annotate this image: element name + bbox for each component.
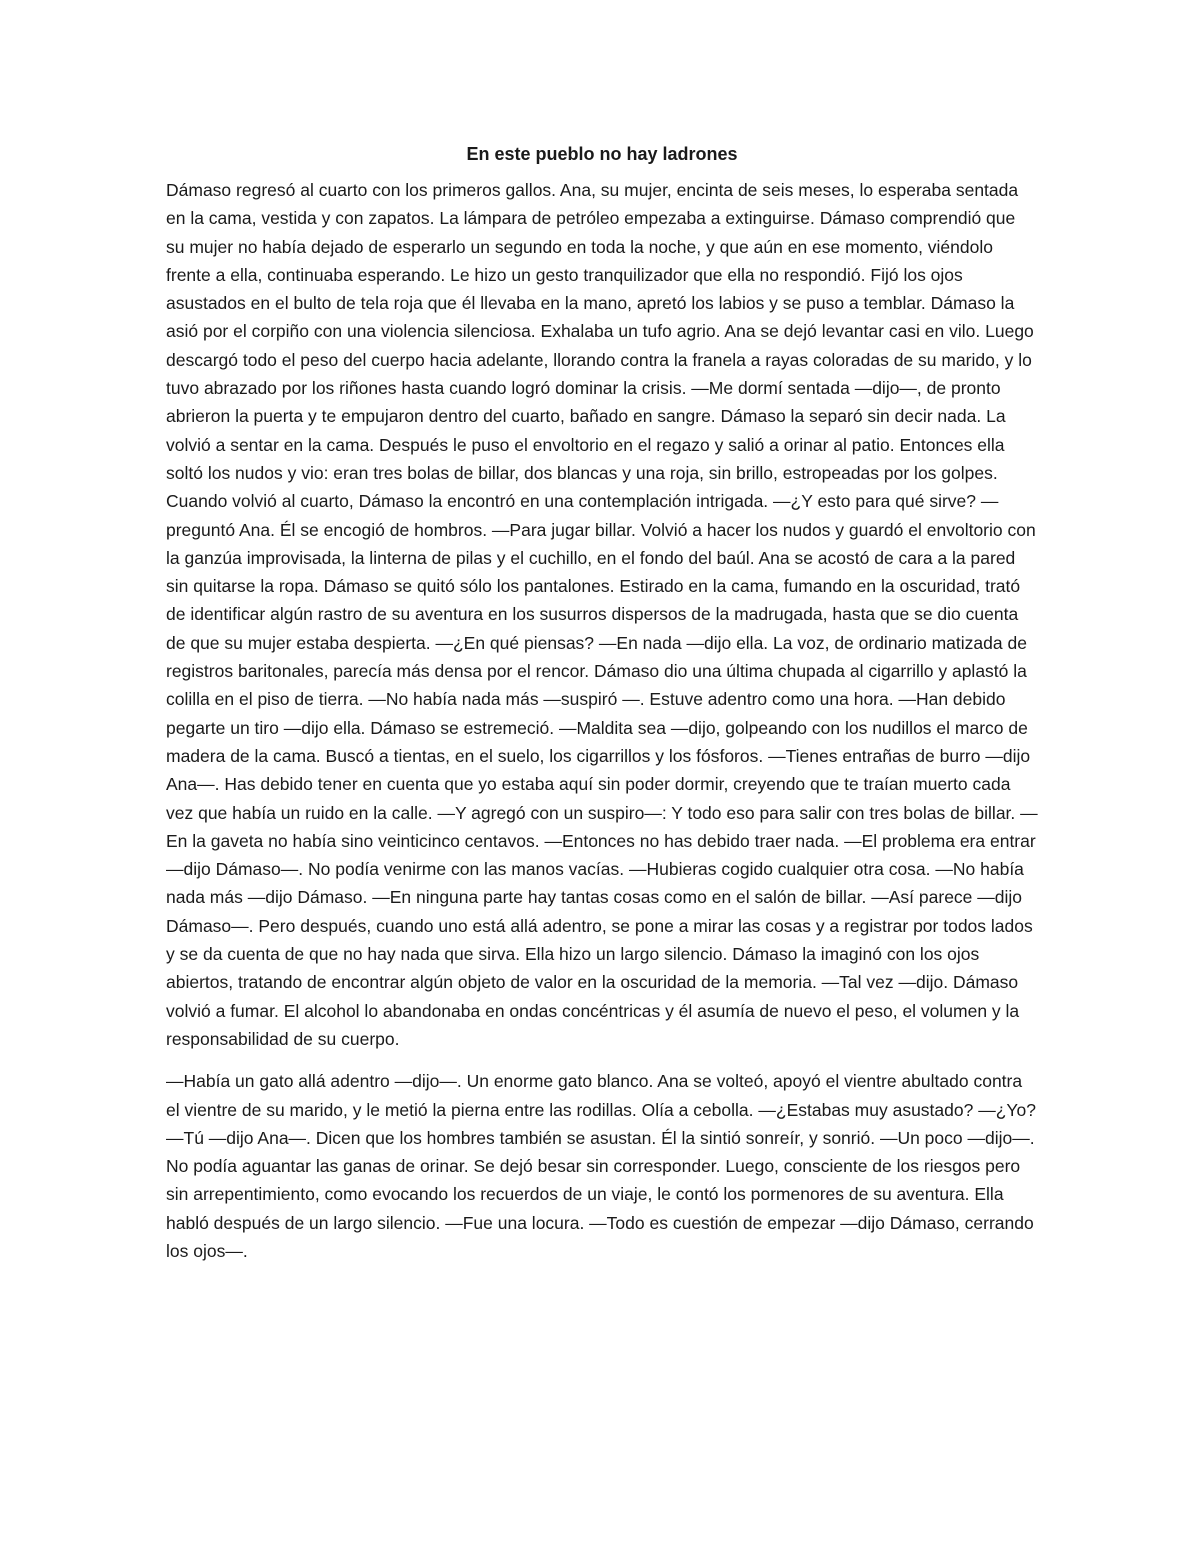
document-body — [166, 138, 1038, 1265]
paragraph-2: —Había un gato allá adentro —dijo—. Un enorme gato blanco. Ana se volteó, apoyó el vientre abultado contra el vientre de su marido, y le metió la pierna entre las rodillas. Olía a cebolla. —¿Estabas muy asustado? —¿Yo? —Tú —dijo Ana—. Dicen que los hombres también se asustan. Él la sintió sonreír, y sonrió. —Un poco —dijo—. No podía aguantar las ganas de orinar. Se dejó besar sin corresponder. Luego, consciente de los riesgos pero sin arrepentimiento, como evocando los recuerdos de un viaje, le contó los pormenores de su aventura. Ella habló después de un largo silencio. —Fue una locura. —Todo es cuestión de empezar —dijo Dámaso, cerrando los ojos—. — [166, 1071, 1036, 1261]
document-title: En este pueblo no hay ladrones — [466, 144, 738, 164]
paragraph-1: Dámaso regresó al cuarto con los primeros gallos. Ana, su mujer, encinta de seis meses, lo esperaba sentada en la cama, vestida y con zapatos. La lámpara de petróleo empezaba a extinguirse. Dámaso comprendió que su mujer no había dejado de esperarlo un segundo en toda la noche, y que aún en ese momento, viéndolo frente a ella, continuaba esperando. Le hizo un gesto tranquilizador que ella no respondió. Fijó los ojos asustados en el bulto de tela roja que él llevaba en la mano, apretó los labios y se puso a temblar. Dámaso la asió por el corpiño con una violencia silenciosa. Exhalaba un tufo agrio. Ana se dejó levantar casi en vilo. Luego descargó todo el peso del cuerpo hacia adelante, llorando contra la franela a rayas coloradas de su marido, y lo tuvo abrazado por los riñones hasta cuando logró dominar la crisis. —Me dormí sentada —dijo—, de pronto abrieron la puerta y te empujaron dentro del cuarto, bañado en sangre. Dámaso la separó sin decir nada. La volvió a sentar en la cama. Después le puso el envoltorio en el regazo y salió a orinar al patio. Entonces ella soltó los nudos y vio: eran tres bolas de billar, dos blancas y una roja, sin brillo, estropeadas por los golpes. Cuando volvió al cuarto, Dámaso la encontró en una contemplación intrigada. —¿Y esto para qué sirve? —preguntó Ana. Él se encogió de hombros. —Para jugar billar. Volvió a hacer los nudos y guardó el envoltorio con la ganzúa improvisada, la linterna de pilas y el cuchillo, en el fondo del baúl. Ana se acostó de cara a la pared sin quitarse la ropa. Dámaso se quitó sólo los pantalones. Estirado en la cama, fumando en la oscuridad, trató de identificar algún rastro de su aventura en los susurros dispersos de la madrugada, hasta que se dio cuenta de que su mujer estaba despierta. —¿En qué piensas? —En nada —dijo ella. La voz, de ordinario matizada de registros baritonales, parecía más densa por el rencor. Dámaso dio una última chupada al cigarrillo y aplastó la colilla en el piso de tierra. —No había nada más —suspiró —. Estuve adentro como una hora. —Han debido pegarte un tiro —dijo ella. Dámaso se estremeció. —Maldita sea —dijo, golpeando con los nudillos el marco de madera de la cama. Buscó a tientas, en el suelo, los cigarrillos y los fósforos. —Tienes entrañas de burro —dijo Ana—. Has debido tener en cuenta que yo estaba aquí sin poder dormir, creyendo que te traían muerto cada vez que había un ruido en la calle. —Y agregó con un suspiro—: Y todo eso para salir con tres bolas de billar. —En la gaveta no había sino veinticinco centavos. —Entonces no has debido traer nada. —El problema era entrar —dijo Dámaso—. No podía venirme con las manos vacías. —Hubieras cogido cualquier otra cosa. —No había nada más —dijo Dámaso. —En ninguna parte hay tantas cosas como en el salón de billar. —Así parece —dijo Dámaso—. Pero después, cuando uno está allá adentro, se pone a mirar las cosas y a registrar por todos lados y se da cuenta de que no hay nada que sirva. Ella hizo un largo silencio. Dámaso la imaginó con los ojos abiertos, tratando de encontrar algún objeto de valor en la oscuridad de la memoria. —Tal vez —dijo. Dámaso volvió a fumar. El alcohol lo abandonaba en ondas concéntricas y él asumía de nuevo el peso, el volumen y la responsabilidad de su cuerpo. — [166, 180, 1038, 1049]
